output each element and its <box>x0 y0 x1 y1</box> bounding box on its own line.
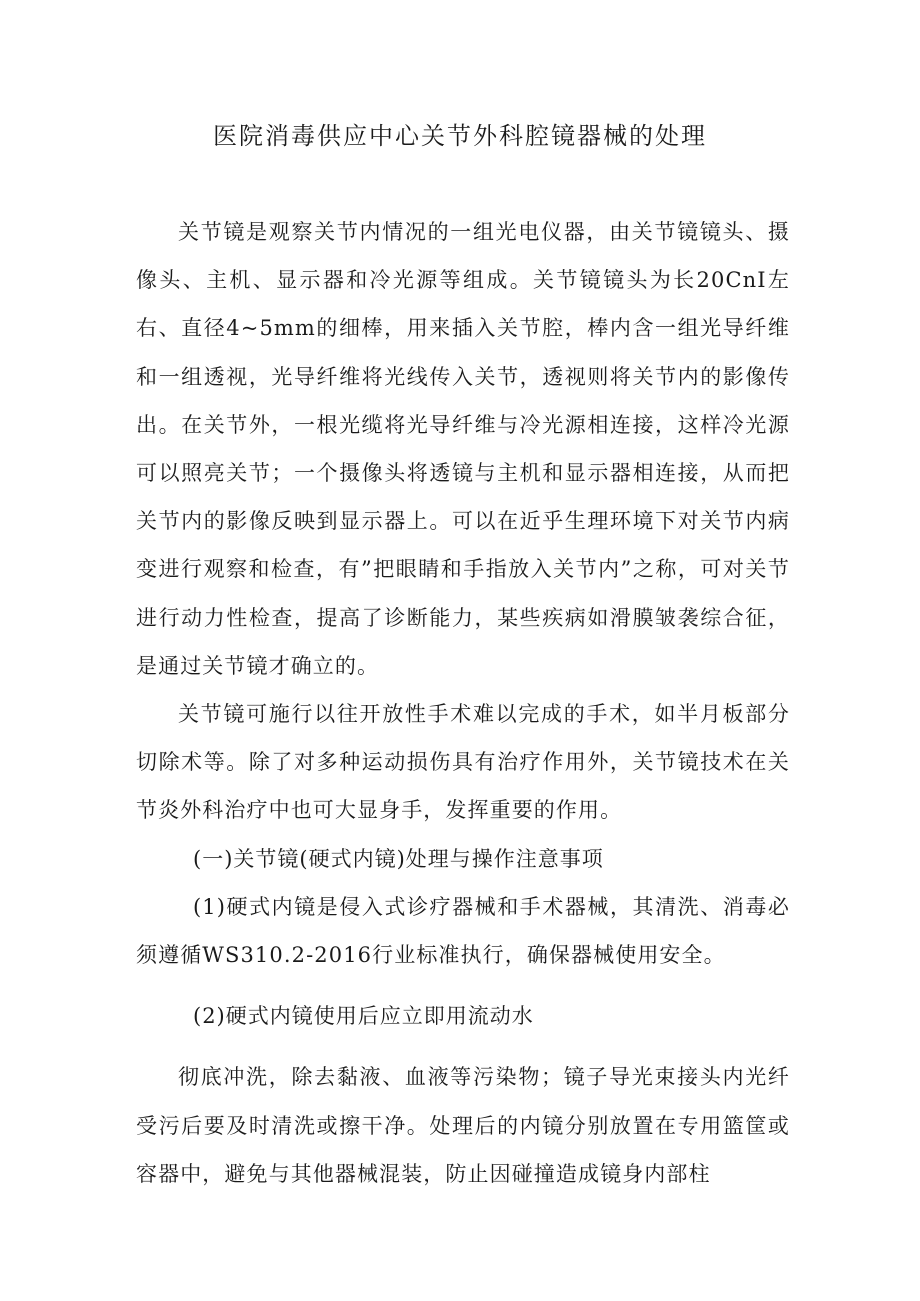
spacer <box>136 979 790 992</box>
paragraph-continuation: 彻底冲洗，除去黏液、血液等污染物；镜子导光束接头内光纤受污后要及时清洗或擦干净。处理后的内镜分别放置在专用篮筐或容器中，避免与其他器械混装，防止因碰撞造成镜身内部柱 <box>136 1065 790 1186</box>
list-item-1: (1)硬式内镜是侵入式诊疗器械和手术器械，其清洗、消毒必须遵循WS310.2-2016行业标准执行，确保器械使用安全。 <box>136 894 790 968</box>
paragraph-arthroscope-surgery: 关节镜可施行以往开放性手术难以完成的手术，如半月板部分切除术等。除了对多种运动损伤具有治疗作用外，关节镜技术在关节炎外科治疗中也可大显身手，发挥重要的作用。 <box>136 702 790 823</box>
paragraph-arthroscope-overview: 关节镜是观察关节内情况的一组光电仪器，由关节镜镜头、摄像头、主机、显示器和冷光源等组成。关节镜镜头为长20CnI左右、直径4~5mm的细棒，用来插入关节腔，棒内含一组光导纤维和一组透视，光导纤维将光线传入关节，透视则将关节内的影像传出。在关节外，一根光缆将光导纤维与冷光源相连接，这样冷光源可以照亮关节；一个摄像头将透镜与主机和显示器相连接，从而把关节内的影像反映到显示器上。可以在近乎生理环境下对关节内病变进行观察和检查，有”把眼睛和手指放入关节内”之称，可对关节进行动力性检查，提高了诊断能力，某些疾病如滑膜皱袭综合征，是通过关节镜才确立的。 <box>136 220 790 678</box>
spacer <box>136 1040 790 1053</box>
section-heading: (一)关节镜(硬式内镜)处理与操作注意事项 <box>193 846 604 871</box>
document-title: 医院消毒供应中心关节外科腔镜器械的处理 <box>213 122 707 150</box>
list-item-2: (2)硬式内镜使用后应立即用流动水 <box>193 1004 534 1029</box>
document-body <box>136 208 790 1198</box>
